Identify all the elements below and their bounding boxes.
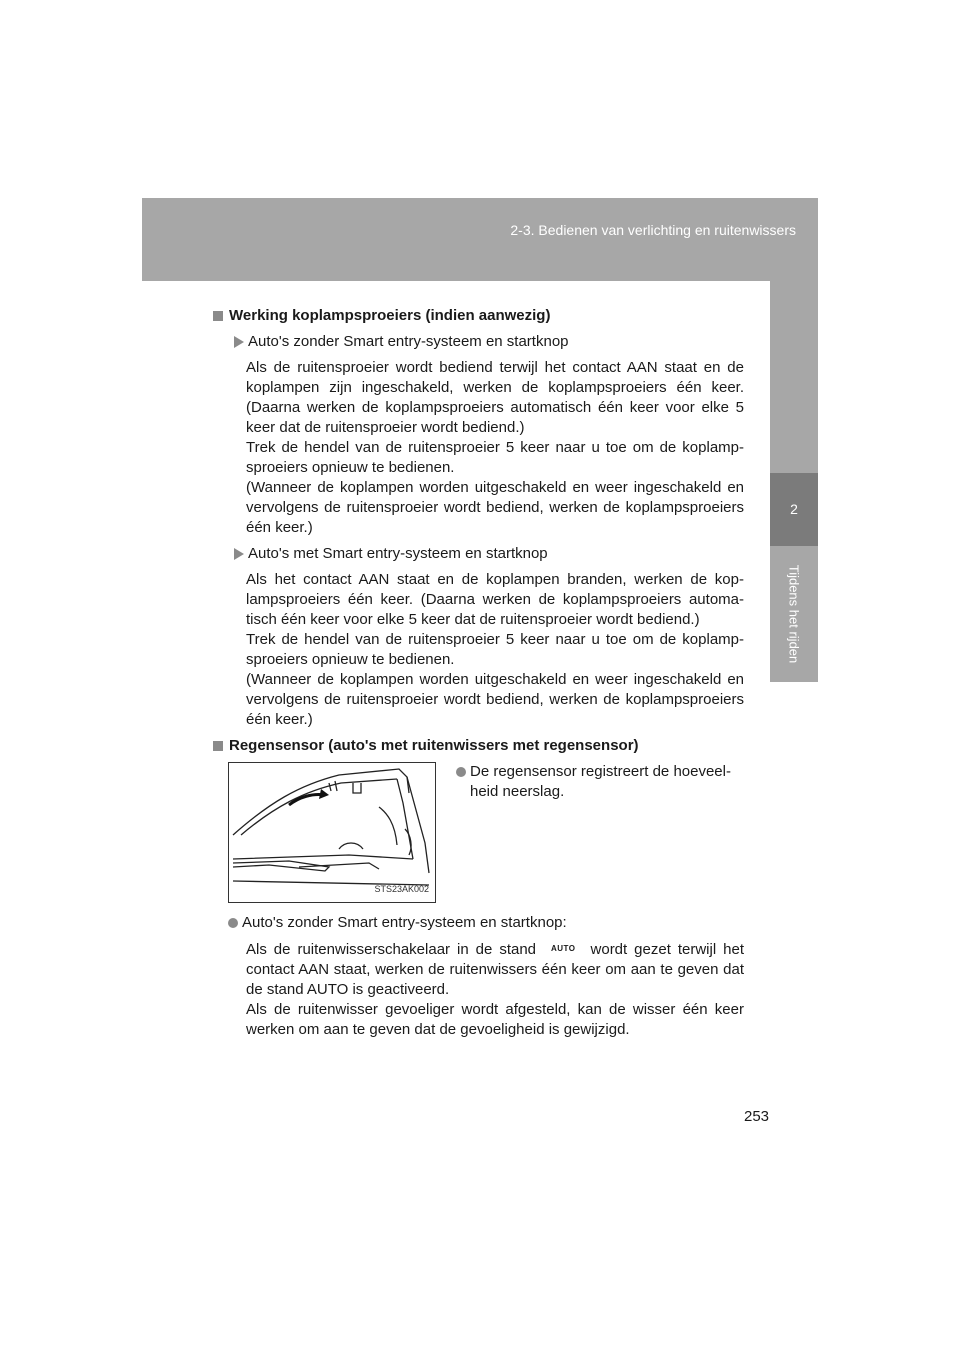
illustration-code: STS23AK002 <box>374 884 429 894</box>
without-smart-entry-text: Als de ruitensproeier wordt bediend terwijl het contact AAN staat en de koplampen zijn ingeschakeld, werken de koplampsproeiers één keer. (Daarna werken de koplampsproeiers automatisch één keer voor elke 5 keer dat de ruitensproeier wordt bediend.) Trek de hendel van de ruitensproeier 5 keer naar u toe om de koplamp-sproeiers opnieuw te bedienen. (Wanneer de koplampen worden uitgeschakeld en weer ingeschakeld en vervolgens de ruitensproeier wordt bediend, werken de koplampsproeiers één keer.) <box>246 359 744 536</box>
square-bullet-icon <box>213 311 223 321</box>
section-title: 2-3. Bedienen van verlichting en ruitenwissers <box>510 222 796 238</box>
with-smart-entry-text: Als het contact AAN staat en de koplampen branden, werken de kop-lampsproeiers één keer. (Daarna werken de koplampsproeiers automa-tisch één keer voor elke 5 keer dat de ruitensproeier wordt bediend.) Trek de hendel van de ruitensproeier 5 keer naar u toe om de koplamp-sproeiers opnieuw te bedienen. (Wanneer de koplampen worden uitgeschakeld en weer ingeschakeld en vervolgens de ruitensproeier wordt bediend, werken de koplampsproeiers één keer.) <box>246 571 744 728</box>
page-number: 253 <box>744 1108 770 1125</box>
chapter-name-tab <box>770 546 818 682</box>
rain-sensor-without-smart-item: Auto's zonder Smart entry-systeem en startknop: <box>228 913 744 933</box>
without-smart-entry-item: Auto's zonder Smart entry-systeem en startknop <box>234 332 744 352</box>
with-smart-entry-item: Auto's met Smart entry-systeem en startknop <box>234 544 744 564</box>
windshield-illustration <box>228 762 436 903</box>
chapter-tab <box>770 473 818 546</box>
triangle-bullet-icon <box>234 336 244 348</box>
auto-mode-icon: AUTO <box>551 944 576 953</box>
circle-bullet-icon <box>456 767 466 777</box>
headlamp-washer-heading: Werking koplampsproeiers (indien aanwezig) <box>212 306 744 326</box>
chapter-number: 2 <box>790 501 798 517</box>
side-tab-top <box>770 281 818 473</box>
header-bar <box>142 198 818 281</box>
page-content <box>212 306 744 1046</box>
rain-sensor-text: Als de ruitenwisserschakelaar in de stand $^{AUTO}$ wordt gezet terwijl het contact AAN staat, werken de ruitenwissers één keer om aan te geven dat de stand AUTO is geactiveerd. Als de ruitenwisser gevoeliger wordt afgesteld, kan de wisser één keer werken om aan te geven dat de gevoeligheid is gewijzigd. <box>246 941 744 1038</box>
square-bullet-icon <box>213 741 223 751</box>
triangle-bullet-icon <box>234 548 244 560</box>
circle-bullet-icon <box>228 918 238 928</box>
rain-sensor-heading: Regensensor (auto's met ruitenwissers met regensensor) <box>212 736 744 756</box>
rain-sensor-illustration-row <box>228 762 744 903</box>
chapter-name: Tijdens het rijden <box>786 564 802 664</box>
sensor-note: De regensensor registreert de hoeveel-heid neerslag. <box>456 762 744 903</box>
